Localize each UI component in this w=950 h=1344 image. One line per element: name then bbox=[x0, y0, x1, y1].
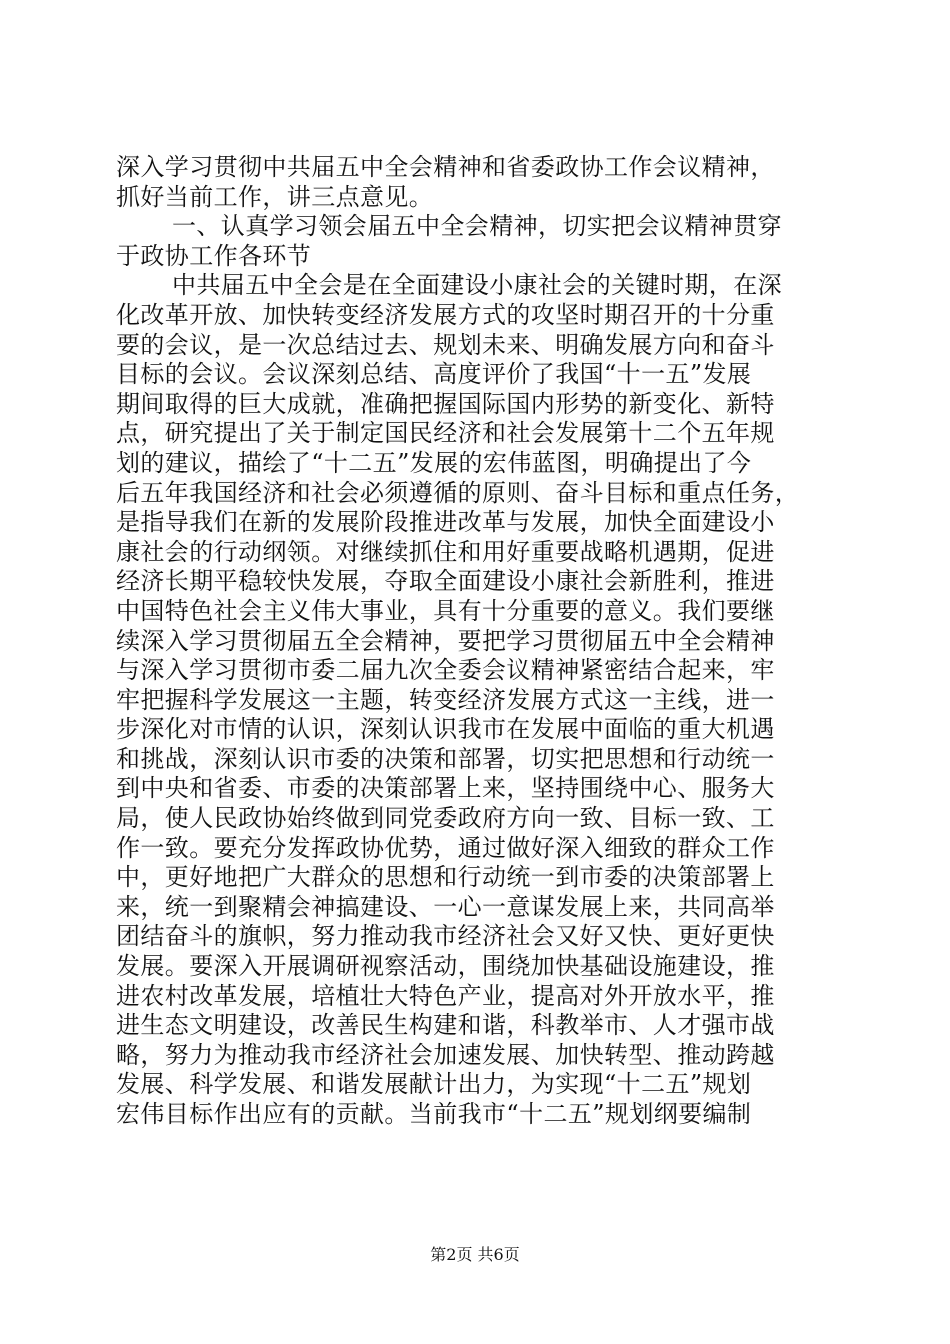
text-line: 化改革开放、加快转变经济发展方式的攻坚时期召开的十分重 bbox=[116, 300, 775, 329]
body-text bbox=[116, 153, 836, 1130]
text-line: 作一致。要充分发挥政协优势，通过做好深入细致的群众工作 bbox=[116, 833, 775, 862]
text-line: 来，统一到聚精会神搞建设、一心一意谋发展上来，共同高举 bbox=[116, 892, 775, 921]
text-line: 局，使人民政协始终做到同党委政府方向一致、目标一致、工 bbox=[116, 804, 775, 833]
text-line: 期间取得的巨大成就，准确把握国际国内形势的新变化、新特 bbox=[116, 389, 775, 418]
section-heading-line: 于政协工作各环节 bbox=[116, 241, 312, 270]
text-line: 与深入学习贯彻市委二届九次全委会议精神紧密结合起来，牢 bbox=[116, 656, 775, 685]
text-line: 深入学习贯彻中共届五中全会精神和省委政协工作会议精神， bbox=[116, 153, 775, 181]
text-line: 康社会的行动纲领。对继续抓住和用好重要战略机遇期，促进 bbox=[116, 537, 775, 566]
section-heading-line: 一、认真学习领会届五中全会精神，切实把会议精神贯穿 bbox=[172, 212, 782, 241]
text-line: 是指导我们在新的发展阶段推进改革与发展，加快全面建设小 bbox=[116, 508, 775, 537]
text-line: 后五年我国经济和社会必须遵循的原则、奋斗目标和重点任务， bbox=[116, 478, 800, 507]
text-line: 到中央和省委、市委的决策部署上来，坚持围绕中心、服务大 bbox=[116, 774, 775, 803]
text-line: 进生态文明建设，改善民生构建和谐，科教举市、人才强市战 bbox=[116, 1011, 775, 1040]
text-line: 步深化对市情的认识，深刻认识我市在发展中面临的重大机遇 bbox=[116, 715, 775, 744]
text-line: 发展、科学发展、和谐发展献计出力，为实现“十二五”规划 bbox=[116, 1070, 752, 1099]
text-line: 要的会议，是一次总结过去、规划未来、明确发展方向和奋斗 bbox=[116, 330, 775, 359]
text-line: 宏伟目标作出应有的贡献。当前我市“十二五”规划纲要编制 bbox=[116, 1100, 752, 1128]
text-line: 经济长期平稳较快发展，夺取全面建设小康社会新胜利，推进 bbox=[116, 567, 775, 596]
text-line: 进农村改革发展，培植壮大特色产业，提高对外开放水平，推 bbox=[116, 981, 775, 1010]
text-line: 抓好当前工作，讲三点意见。 bbox=[116, 182, 434, 211]
text-line: 中，更好地把广大群众的思想和行动统一到市委的决策部署上 bbox=[116, 863, 775, 892]
text-line: 中共届五中全会是在全面建设小康社会的关键时期，在深 bbox=[172, 271, 782, 300]
text-line: 划的建议，描绘了“十二五”发展的宏伟蓝图，明确提出了今 bbox=[116, 448, 752, 477]
text-line: 牢把握科学发展这一主题，转变经济发展方式这一主线，进一 bbox=[116, 685, 775, 714]
page-number-footer: 第2页 共6页 bbox=[430, 1245, 520, 1264]
text-line: 中国特色社会主义伟大事业，具有十分重要的意义。我们要继 bbox=[116, 596, 775, 625]
text-line: 点，研究提出了关于制定国民经济和社会发展第十二个五年规 bbox=[116, 419, 775, 448]
text-line: 续深入学习贯彻届五全会精神，要把学习贯彻届五中全会精神 bbox=[116, 626, 775, 655]
text-line: 目标的会议。会议深刻总结、高度评价了我国“十一五”发展 bbox=[116, 360, 752, 389]
text-line: 略，努力为推动我市经济社会加速发展、加快转型、推动跨越 bbox=[116, 1040, 775, 1069]
text-line: 和挑战，深刻认识市委的决策和部署，切实把思想和行动统一 bbox=[116, 744, 775, 773]
text-line: 团结奋斗的旗帜，努力推动我市经济社会又好又快、更好更快 bbox=[116, 922, 775, 951]
text-line: 发展。要深入开展调研视察活动，围绕加快基础设施建设，推 bbox=[116, 952, 775, 981]
